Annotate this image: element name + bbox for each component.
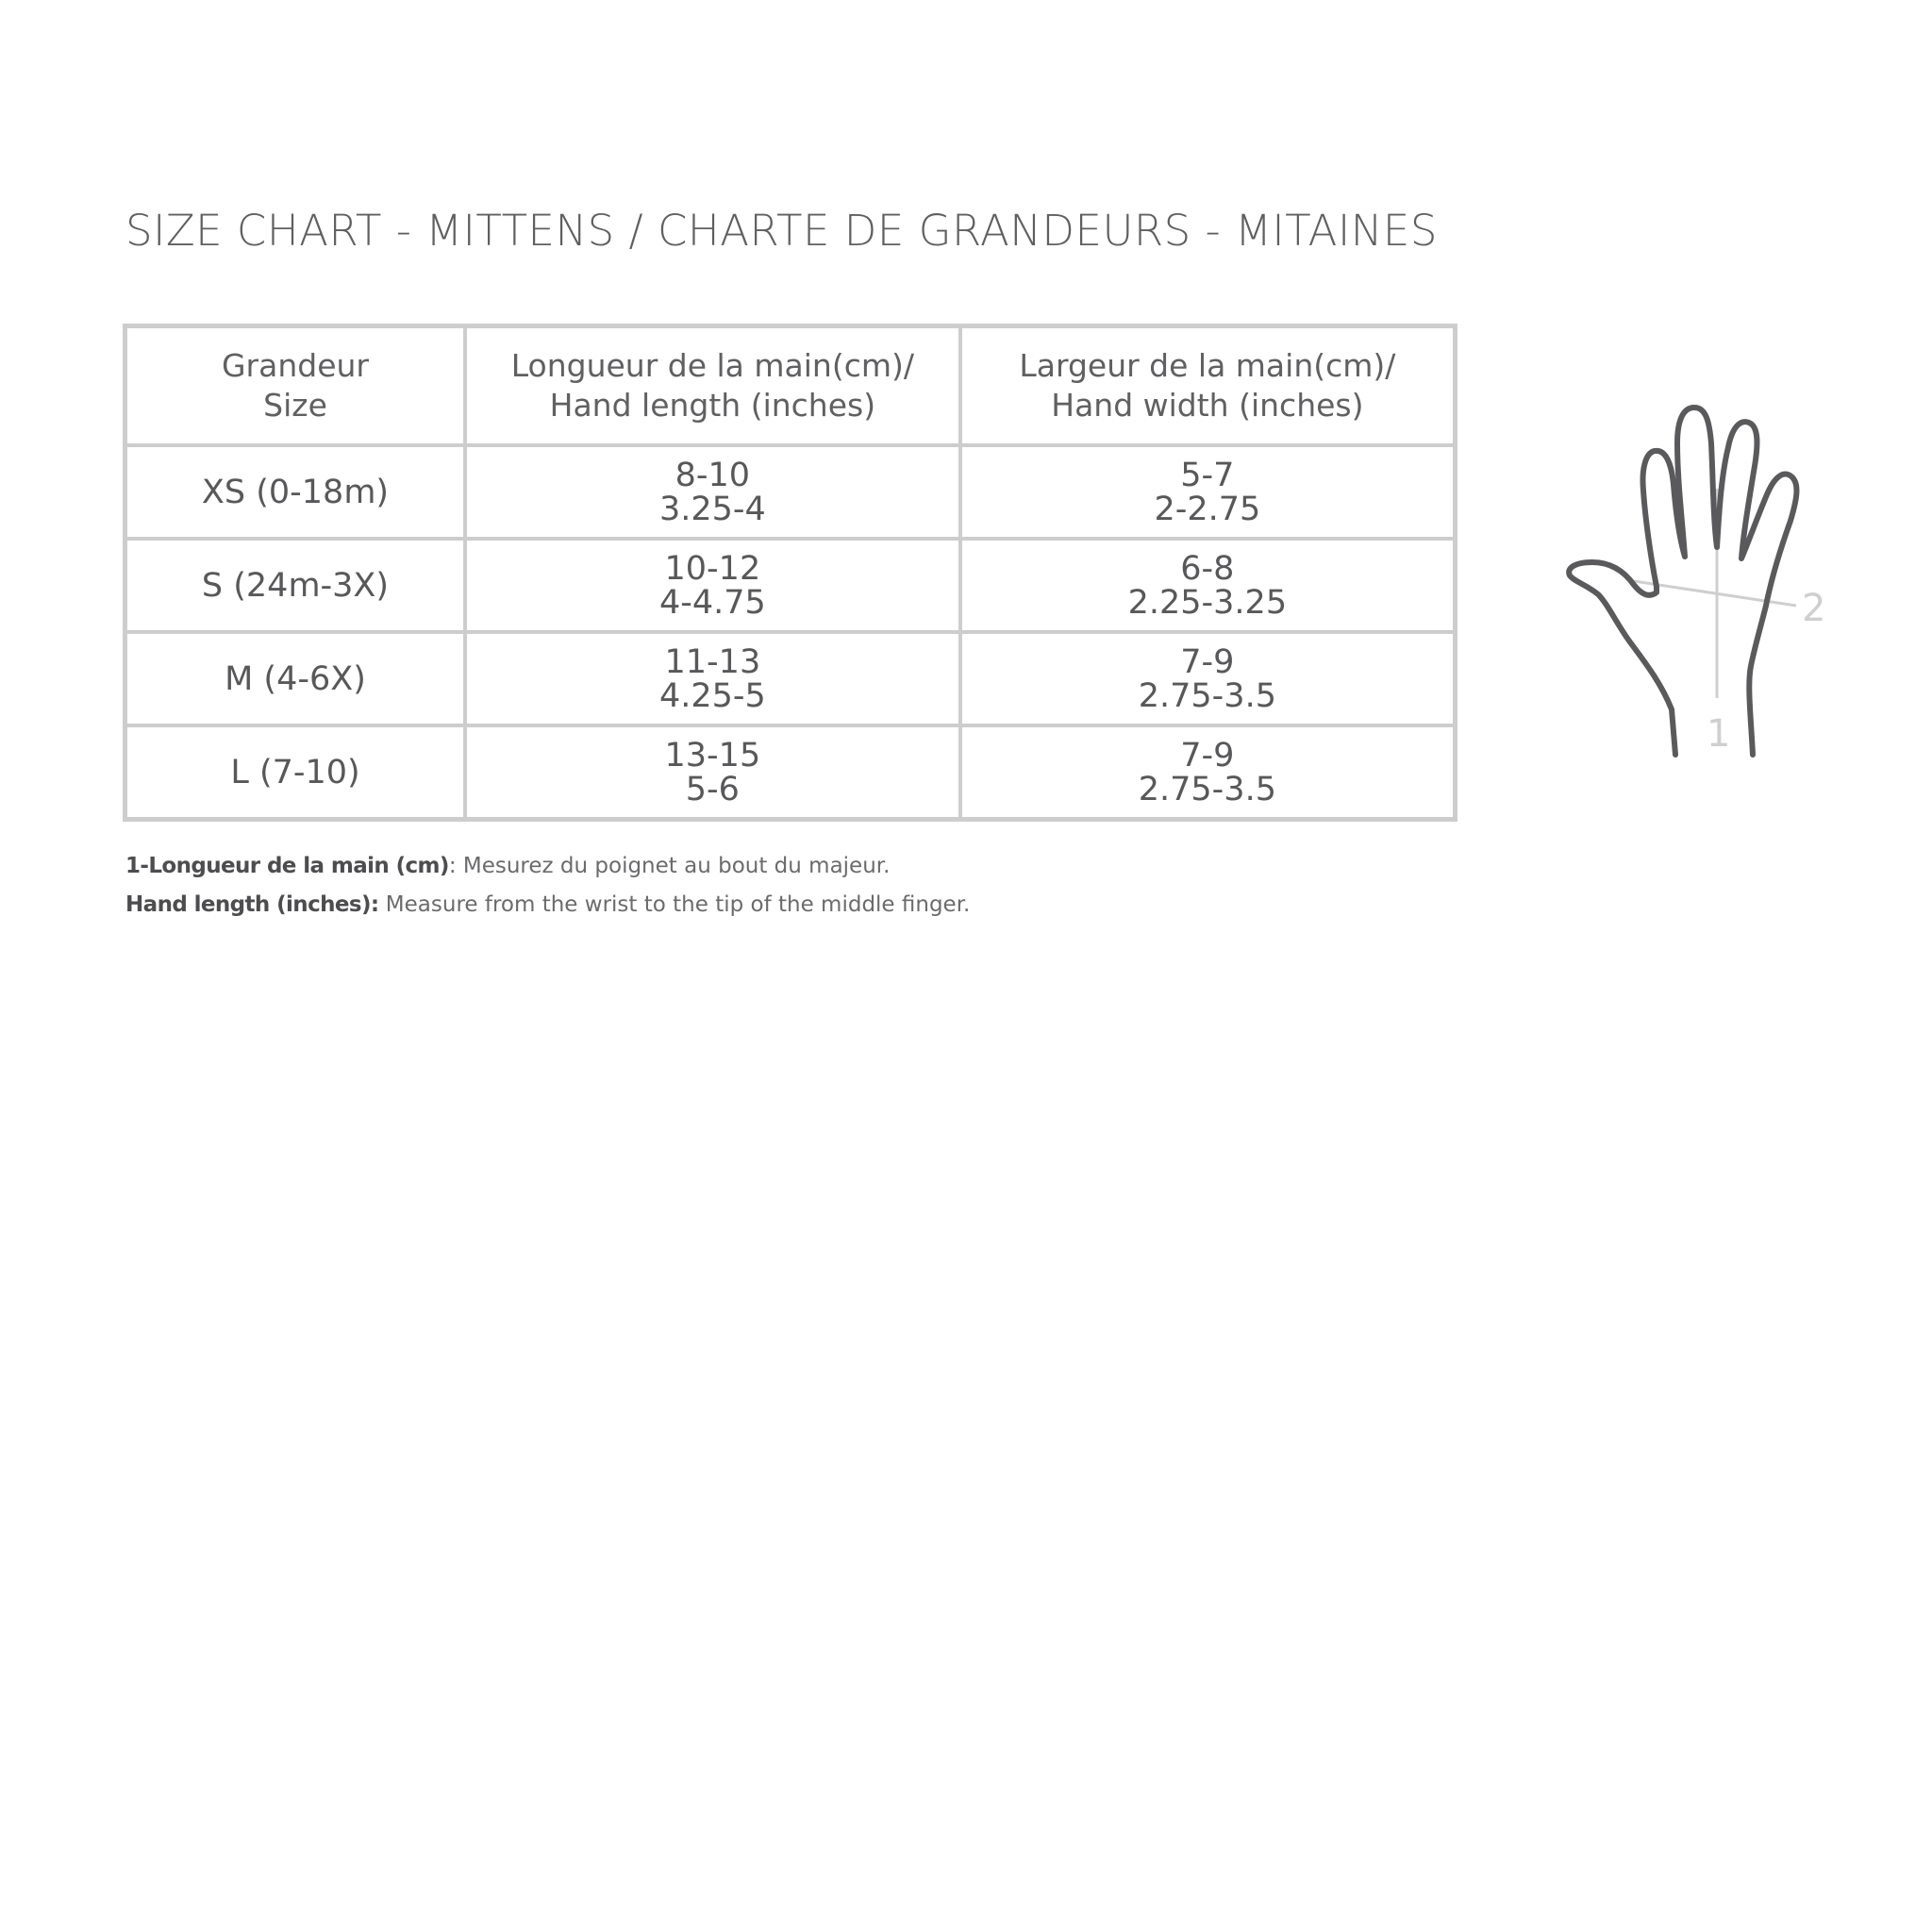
- hand-width-label: 2: [1802, 587, 1826, 630]
- hand-length-label: 1: [1707, 712, 1731, 756]
- size-cell: L (7-10): [125, 725, 466, 820]
- hand-outline: [1569, 408, 1796, 755]
- length-cm-value: 8-10: [675, 456, 751, 494]
- note-french: [125, 847, 970, 886]
- size-cell: M (4-6X): [125, 632, 466, 725]
- length-in-value: 5-6: [685, 770, 740, 808]
- header-hand-length: [465, 326, 960, 446]
- hand-width-cell: [960, 725, 1456, 820]
- hand-length-cell: [465, 632, 960, 725]
- size-cell: S (24m-3X): [125, 539, 466, 632]
- hand-length-cell: [465, 725, 960, 820]
- length-in-value: 3.25-4: [658, 490, 766, 528]
- table-row: [125, 725, 1456, 820]
- width-in-value: 2.75-3.5: [1138, 770, 1276, 808]
- note-french-term: 1-Longueur de la main (cm): [125, 854, 449, 878]
- note-english-text: Measure from the wrist to the tip of the middle finger.: [378, 892, 971, 917]
- width-in-value: 2.25-3.25: [1127, 583, 1288, 622]
- hand-width-cell: [960, 445, 1456, 539]
- hand-measurement-diagram: [1566, 406, 1849, 764]
- note-english: [125, 886, 970, 924]
- length-cm-value: 13-15: [664, 736, 761, 774]
- table-row: [125, 632, 1456, 725]
- header-hand-width-en: Hand width (inches): [1051, 387, 1364, 424]
- size-cell: XS (0-18m): [125, 445, 466, 539]
- hand-length-cell: [465, 445, 960, 539]
- width-in-value: 2-2.75: [1154, 490, 1261, 528]
- header-size: [125, 326, 466, 446]
- header-hand-length-fr: Longueur de la main(cm)/: [510, 347, 914, 384]
- header-hand-width: [960, 326, 1456, 446]
- length-in-value: 4-4.75: [658, 583, 766, 622]
- header-hand-width-fr: Largeur de la main(cm)/: [1019, 347, 1396, 384]
- hand-length-cell: [465, 539, 960, 632]
- hand-width-cell: [960, 539, 1456, 632]
- measurement-notes: [125, 847, 970, 924]
- width-in-value: 2.75-3.5: [1138, 676, 1276, 715]
- hand-icon: [1566, 406, 1849, 764]
- header-size-en: Size: [263, 387, 327, 424]
- length-in-value: 4.25-5: [658, 676, 766, 715]
- width-cm-value: 7-9: [1180, 642, 1235, 681]
- table-header-row: [125, 326, 1456, 446]
- width-cm-value: 5-7: [1180, 456, 1235, 494]
- length-cm-value: 11-13: [664, 642, 761, 681]
- width-cm-value: 6-8: [1180, 549, 1235, 588]
- table-row: [125, 445, 1456, 539]
- note-french-text: : Mesurez du poignet au bout du majeur.: [448, 854, 891, 878]
- size-chart-table: [123, 324, 1457, 822]
- table-row: [125, 539, 1456, 632]
- header-size-fr: Grandeur: [221, 347, 369, 384]
- note-english-term: Hand length (inches):: [125, 892, 379, 917]
- width-cm-value: 7-9: [1180, 736, 1235, 774]
- length-cm-value: 10-12: [664, 549, 761, 588]
- page-title: SIZE CHART - MITTENS / CHARTE DE GRANDEURS - MITAINES: [125, 206, 1438, 256]
- header-hand-length-en: Hand length (inches): [549, 387, 876, 424]
- hand-width-cell: [960, 632, 1456, 725]
